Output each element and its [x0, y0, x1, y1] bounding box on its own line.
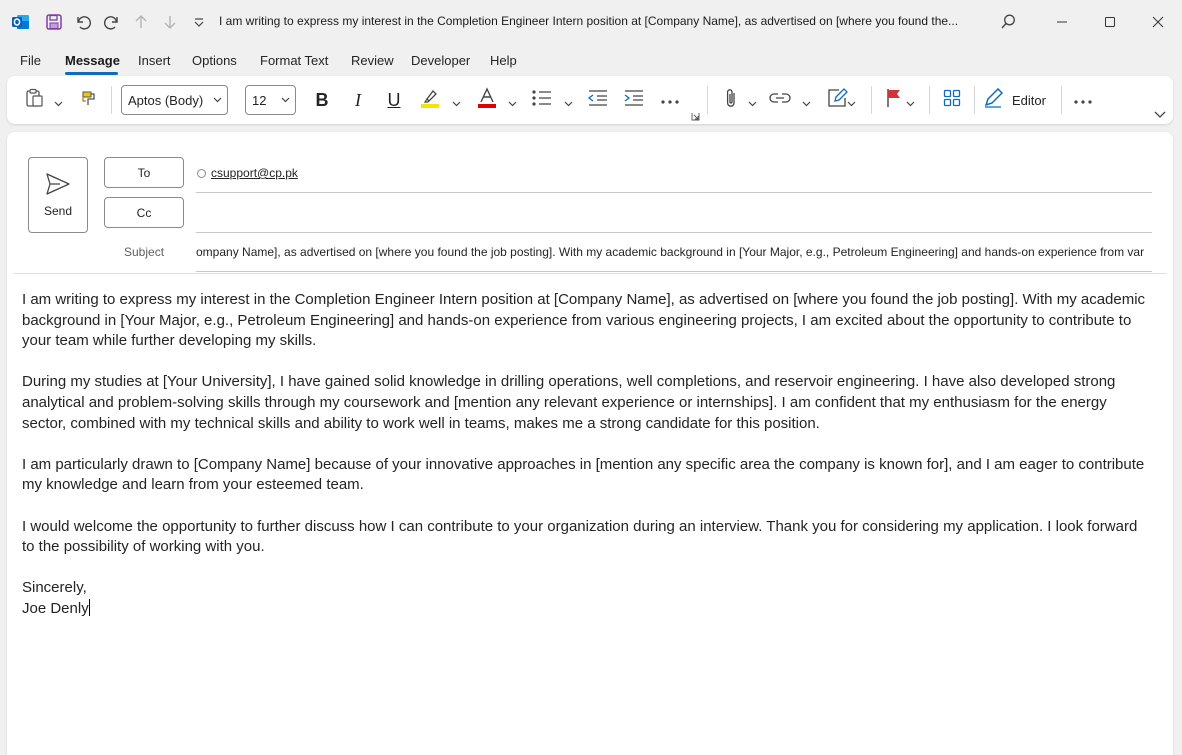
more-horizontal-icon: [1074, 91, 1092, 109]
dialog-launcher-icon[interactable]: [691, 108, 700, 126]
ribbon-separator: [974, 86, 975, 114]
font-color-button[interactable]: [474, 86, 500, 114]
search-icon[interactable]: [997, 11, 1019, 33]
subject-field-underline: [196, 271, 1152, 272]
font-size-combo[interactable]: [245, 85, 296, 115]
body-separator: [13, 273, 1167, 274]
subject-input[interactable]: ompany Name], as advertised on [where you found the job posting]. With my academic background in [Your Major, e.g., Petroleum Engineering] and hands-on experience from var: [196, 245, 1145, 259]
to-button[interactable]: [104, 157, 184, 188]
message-body[interactable]: [22, 290, 1152, 620]
ribbon-toolbar: [7, 76, 1173, 124]
to-recipient-chip[interactable]: [197, 166, 307, 180]
cc-field-underline: [196, 232, 1152, 233]
bullets-dropdown-icon[interactable]: [564, 94, 573, 112]
signature-dropdown-icon[interactable]: [847, 94, 856, 112]
font-color-dropdown-icon[interactable]: [508, 94, 517, 112]
ribbon-separator: [111, 86, 112, 114]
apps-grid-icon: [943, 89, 961, 112]
customize-toolbar-icon[interactable]: [188, 11, 210, 33]
bullets-icon: [531, 89, 553, 112]
presence-icon: [197, 169, 206, 178]
title-bar: [0, 0, 1182, 44]
ribbon-separator: [871, 86, 872, 114]
tab-review[interactable]: Review: [351, 53, 394, 68]
apps-button[interactable]: [939, 86, 965, 114]
bold-icon: B: [315, 89, 329, 110]
editor-pen-icon: [983, 88, 1003, 113]
format-painter-icon: [80, 89, 98, 112]
body-paragraph: I am writing to express my interest in the Completion Engineer Intern position at [Company Name], as advertised on [where you found the job posting]. With my academic background in [Your Major, e.g., Petroleum Engineering] and hands-on experience from various engineering projects, I am excited about the opportunity to contribute to your team while further developing my skills.: [22, 291, 1146, 350]
send-icon: [46, 173, 70, 200]
outlook-logo-icon: [10, 11, 32, 33]
italic-icon: I: [355, 89, 361, 110]
ribbon-separator: [929, 86, 930, 114]
text-cursor: [89, 599, 90, 616]
follow-up-flag-button[interactable]: [881, 86, 907, 114]
signature-text: Joe Denly: [22, 599, 89, 617]
ribbon-separator: [1061, 86, 1062, 114]
tab-developer[interactable]: Developer: [411, 53, 471, 68]
tab-help[interactable]: Help: [490, 53, 517, 68]
minimize-button[interactable]: [1039, 6, 1085, 38]
font-size-value: 12: [252, 92, 267, 108]
active-tab-indicator: [65, 72, 118, 75]
body-paragraph: I am particularly drawn to [Company Name] because of your innovative approaches in [mention any specific area the company is known for], and I am eager to contribute my knowledge and learn from your esteemed team.: [22, 455, 1145, 494]
to-label: To: [137, 165, 151, 180]
save-icon[interactable]: [43, 11, 65, 33]
body-paragraph: I would welcome the opportunity to further discuss how I can contribute to your organization during an interview. Thank you for considering my application. I look forward to the possibility of working with you.: [22, 517, 1138, 556]
signature-icon: [827, 88, 849, 113]
tab-message[interactable]: Message: [65, 53, 120, 68]
signature-line: [22, 599, 1152, 620]
attach-dropdown-icon[interactable]: [748, 94, 757, 112]
tab-file[interactable]: File: [20, 53, 41, 68]
next-item-icon[interactable]: [159, 11, 181, 33]
ribbon-separator: [707, 86, 708, 114]
cc-label: Cc: [136, 205, 152, 220]
link-dropdown-icon[interactable]: [802, 94, 811, 112]
to-field-underline: [196, 192, 1152, 193]
decrease-indent-icon: [587, 89, 609, 112]
maximize-button[interactable]: [1087, 6, 1133, 38]
chevron-down-icon: [213, 93, 222, 110]
tab-insert[interactable]: Insert: [138, 53, 171, 68]
italic-button[interactable]: [345, 86, 371, 114]
more-paragraph-options-button[interactable]: [657, 86, 683, 114]
flag-icon: [885, 88, 903, 113]
underline-button[interactable]: [381, 86, 407, 114]
decrease-indent-button[interactable]: [585, 86, 611, 114]
link-icon: [769, 91, 791, 110]
editor-button[interactable]: [983, 86, 1053, 114]
send-button[interactable]: [28, 157, 88, 233]
window-title: I am writing to express my interest in the Completion Engineer Intern position at [Company Name], as advertised on [where you found the...: [219, 14, 959, 28]
compose-pane: [7, 132, 1173, 755]
close-button[interactable]: [1135, 6, 1181, 38]
tab-options[interactable]: Options: [192, 53, 237, 68]
font-name-value: Aptos (Body): [128, 92, 204, 108]
to-recipient-address: csupport@cp.pk: [211, 166, 298, 180]
font-color-icon: [476, 87, 498, 114]
highlighter-icon: [419, 87, 441, 114]
format-painter-button[interactable]: [77, 86, 101, 114]
send-label: Send: [43, 204, 73, 218]
previous-item-icon[interactable]: [130, 11, 152, 33]
closing-line: Sincerely,: [22, 579, 87, 597]
paperclip-icon: [724, 87, 738, 114]
underline-icon: U: [387, 89, 401, 110]
bold-button[interactable]: [309, 86, 335, 114]
attach-file-button[interactable]: [718, 86, 744, 114]
increase-indent-button[interactable]: [621, 86, 647, 114]
paste-dropdown-icon[interactable]: [54, 94, 63, 112]
subject-label: Subject: [124, 245, 165, 259]
undo-icon[interactable]: [72, 11, 94, 33]
highlight-button[interactable]: [417, 86, 443, 114]
ribbon-tabs: [0, 48, 1182, 74]
highlight-dropdown-icon[interactable]: [452, 94, 461, 112]
cc-button[interactable]: [104, 197, 184, 228]
flag-dropdown-icon[interactable]: [906, 94, 915, 112]
expand-ribbon-icon[interactable]: [1154, 106, 1166, 124]
more-horizontal-icon: [661, 91, 679, 109]
cc-input[interactable]: [196, 198, 1152, 226]
font-name-combo[interactable]: [121, 85, 228, 115]
tab-format-text[interactable]: Format Text: [260, 53, 329, 68]
paste-button[interactable]: [21, 86, 47, 114]
clipboard-icon: [24, 88, 44, 113]
more-commands-button[interactable]: [1070, 86, 1096, 114]
bullets-button[interactable]: [529, 86, 555, 114]
link-button[interactable]: [767, 86, 793, 114]
editor-label: Editor: [1012, 92, 1046, 108]
chevron-down-icon: [281, 93, 290, 110]
body-paragraph: During my studies at [Your University], I have gained solid knowledge in drilling operations, well completions, and reservoir engineering. I have also developed strong analytical and problem-solving skills through my coursework and [mention any relevant experience or internships]. I am confident that my enthusiasm for the energy sector, combined with my technical skills and ability to work well in teams, makes me a strong candidate for this position.: [22, 373, 1116, 432]
redo-icon[interactable]: [101, 11, 123, 33]
increase-indent-icon: [623, 89, 645, 112]
